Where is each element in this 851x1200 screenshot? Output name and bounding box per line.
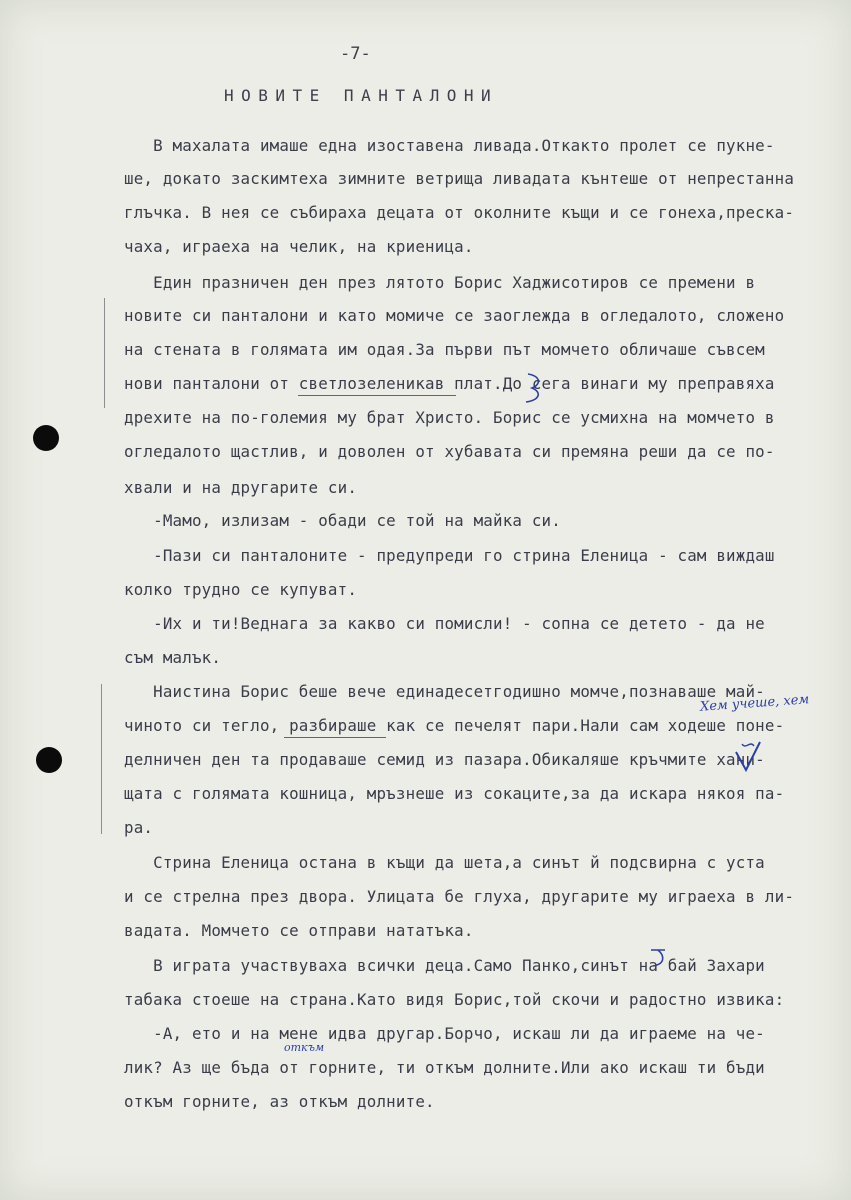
text-line-1: В махалата имаше една изоставена ливада.Откакто пролет се пукне- — [124, 136, 775, 155]
text-line-15: -Их и ти!Веднага за какво си помисли! - сопна се детето - да не — [124, 614, 765, 633]
underline-1 — [298, 395, 456, 396]
page-title: НОВИТЕ ПАНТАЛОНИ — [224, 86, 499, 105]
binder-hole-bottom — [36, 747, 62, 773]
text-line-13: -Пази си панталоните - предупреди го стрина Еленица - сам виждаш — [124, 546, 775, 565]
text-line-5: Един празничен ден през лятото Борис Хаджисотиров се премени в — [124, 273, 756, 292]
text-line-10: огледалото щастлив, и доволен от хубавата си премяна реши да се по- — [124, 442, 775, 461]
text-line-7: на стената в голямата им одая.За първи път момчето обличаше съвсем — [124, 340, 765, 359]
handwritten-insertion-2: откъм — [284, 1041, 325, 1054]
text-line-22: Стрина Еленица остана в къщи да шета,а синът й подсвирна с уста — [124, 853, 765, 872]
text-line-18: чиното си тегло, разбираше как се печелят пари.Нали сам ходеше поне- — [124, 716, 785, 735]
text-line-27: -А, ето и на мене идва другар.Борчо, искаш ли да играеме на че- — [124, 1024, 765, 1043]
text-line-4: чаха, играеха на челик, на криеница. — [124, 237, 474, 256]
page-number: -7- — [340, 44, 371, 64]
text-line-12: -Мамо, излизам - обади се той на майка си. — [124, 511, 561, 530]
text-line-25: В играта участвуваха всички деца.Само Панко,синът на бай Захари — [124, 956, 765, 975]
binder-hole-top — [33, 425, 59, 451]
text-line-17: Наистина Борис беше вече единадесетгодишно момче,познаваше май- — [124, 682, 765, 701]
text-line-16: съм малък. — [124, 648, 222, 667]
text-line-14: колко трудно се купуват. — [124, 580, 358, 599]
text-line-26: табака стоеше на страна.Като видя Борис,той скочи и радостно извика: — [124, 990, 785, 1009]
text-line-6: новите си панталони и като момиче се заоглежда в огледалото, сложено — [124, 306, 785, 325]
text-line-21: ра. — [124, 818, 154, 837]
text-line-23: и се стрелна през двора. Улицата бе глуха, другарите му играеха в ли- — [124, 887, 795, 906]
ink-correction-mark-1 — [520, 370, 550, 406]
text-line-20: щата с голямата кошница, мръзнеше из сокаците,за да искара някоя па- — [124, 784, 785, 803]
text-line-8: нови панталони от светлозеленикав плат.До сега винаги му преправяха — [124, 374, 775, 393]
text-line-2: ше, докато заскимтеха зимните ветрища ливадата кънтеше от непрестанна — [124, 169, 795, 188]
text-line-24: вадата. Момчето се отправи нататъка. — [124, 921, 474, 940]
pencil-margin-line-2 — [101, 684, 102, 834]
text-line-11: хвали и на другарите си. — [124, 478, 358, 497]
underline-2 — [284, 737, 386, 738]
handwritten-insertion-1: Хем учеше, хем — [699, 692, 810, 715]
ink-correction-mark-2 — [732, 738, 766, 778]
text-line-19: делничен ден та продаваше семид из пазара.Обикаляше кръчмите хани- — [124, 750, 765, 769]
pencil-margin-line-1 — [104, 298, 105, 408]
ink-correction-mark-3 — [647, 946, 669, 970]
text-line-29: откъм горните, аз откъм долните. — [124, 1092, 435, 1111]
text-line-28: лик? Аз ще бъда от горните, ти откъм долните.Или ако искаш ти бъди — [124, 1058, 765, 1077]
text-line-9: дрехите на по-големия му брат Христо. Борис се усмихна на момчето в — [124, 408, 775, 427]
text-line-3: глъчка. В нея се събираха децата от околните къщи и се гонеха,преска- — [124, 203, 795, 222]
